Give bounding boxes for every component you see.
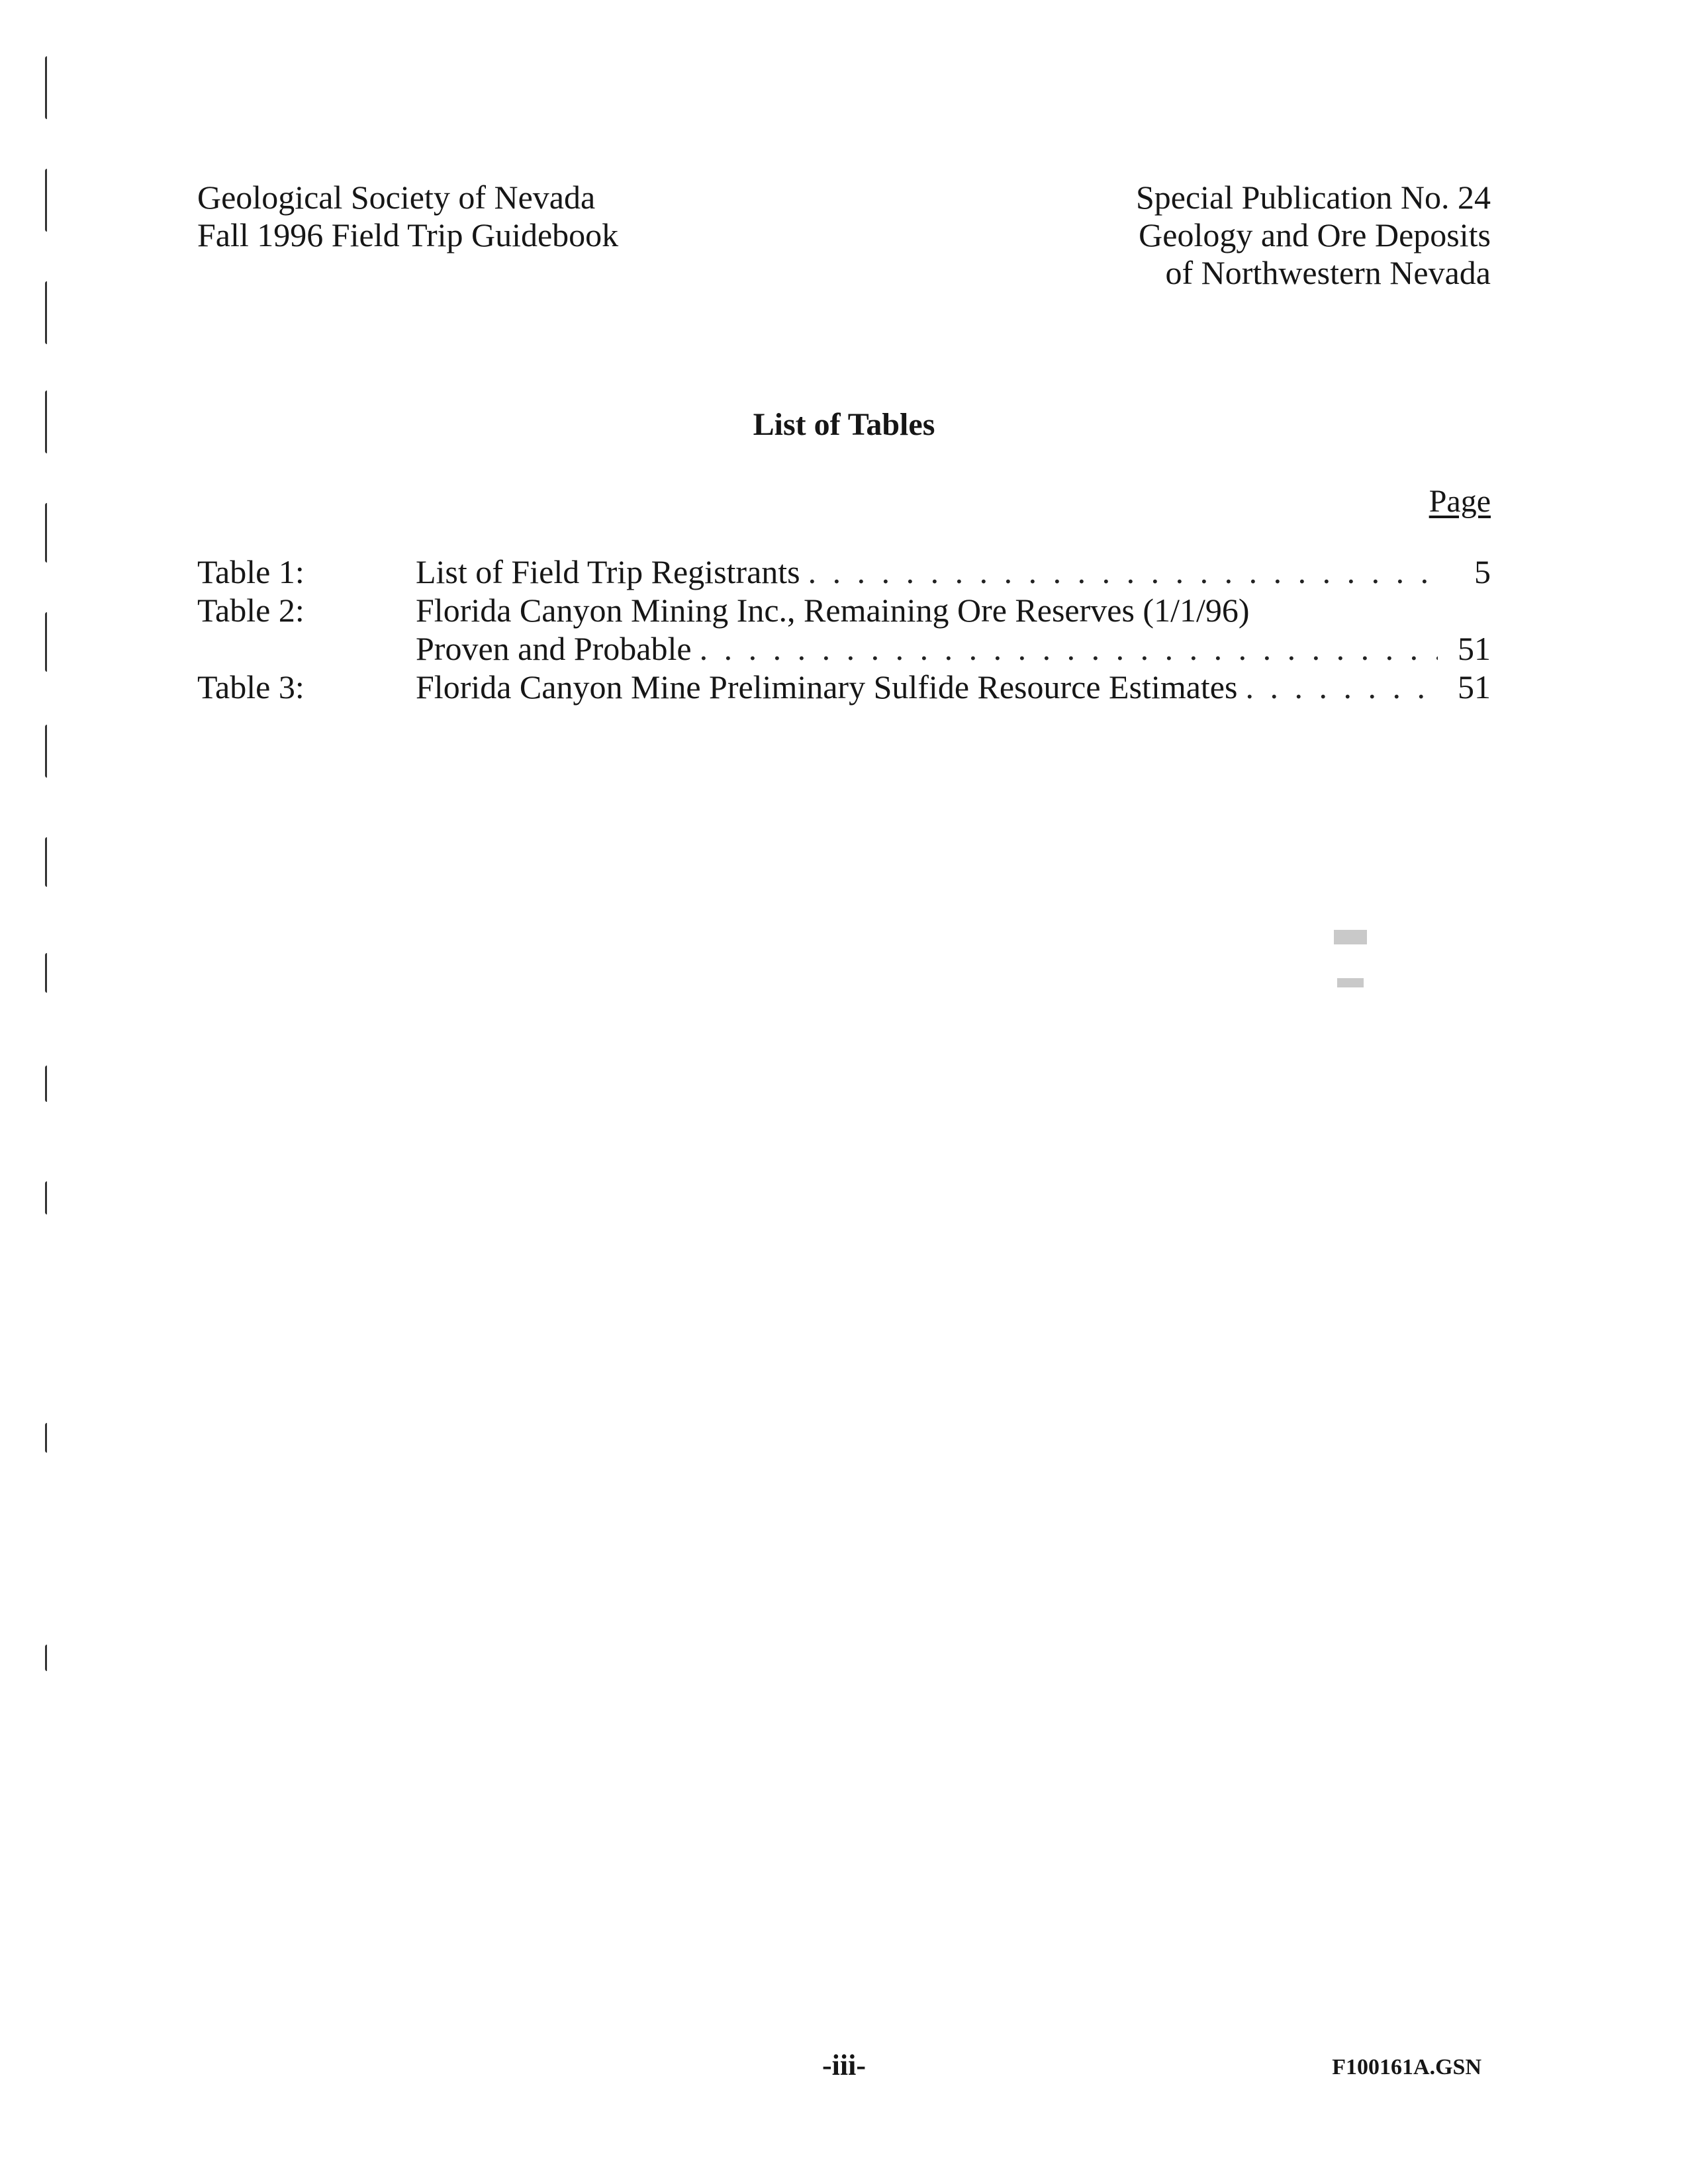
toc-row-continuation xyxy=(197,629,1491,668)
binding-mark xyxy=(45,837,51,887)
table-page-number: 51 xyxy=(1458,630,1491,667)
dot-leader xyxy=(1245,668,1438,706)
dot-leader xyxy=(808,553,1438,591)
binding-mark xyxy=(45,169,51,232)
table-title-line1: Florida Canyon Mining Inc., Remaining Ore Reserves (1/1/96) xyxy=(416,592,1250,629)
society-name: Geological Society of Nevada xyxy=(197,179,596,216)
toc-entry xyxy=(416,591,1491,629)
toc-entry xyxy=(416,553,1491,591)
toc-row xyxy=(197,553,1491,591)
table-title: List of Field Trip Registrants xyxy=(416,553,800,590)
scan-speck xyxy=(1334,930,1367,944)
toc-entry xyxy=(416,668,1491,706)
guidebook-title: Fall 1996 Field Trip Guidebook xyxy=(197,216,619,253)
header-left xyxy=(197,179,618,254)
binding-mark xyxy=(45,612,51,672)
footer-document-code: F100161A.GSN xyxy=(1332,2055,1481,2079)
table-title: Florida Canyon Mine Preliminary Sulfide Resource Estimates xyxy=(416,668,1238,705)
table-label: Table 3: xyxy=(197,668,305,705)
table-label: Table 1: xyxy=(197,553,305,590)
page-column-label: Page xyxy=(1429,484,1491,519)
list-title: List of Tables xyxy=(753,407,935,442)
toc-row xyxy=(197,591,1491,629)
binding-mark xyxy=(45,503,51,563)
scan-speck xyxy=(1337,978,1364,987)
publication-number: Special Publication No. 24 xyxy=(1135,179,1491,216)
publication-title-line1: Geology and Ore Deposits xyxy=(1139,216,1491,253)
binding-mark xyxy=(45,1423,51,1453)
publication-title-line2: of Northwestern Nevada xyxy=(1165,254,1491,291)
table-label: Table 2: xyxy=(197,592,305,629)
table-page-number: 5 xyxy=(1474,553,1491,590)
binding-mark xyxy=(45,1066,51,1102)
table-page-number: 51 xyxy=(1458,668,1491,705)
footer-page-number: -iii- xyxy=(822,2049,866,2081)
binding-mark xyxy=(45,281,51,344)
table-title-line2: Proven and Probable xyxy=(416,630,692,667)
toc-entry xyxy=(416,629,1491,668)
dot-leader xyxy=(700,629,1438,668)
binding-mark xyxy=(45,1645,51,1671)
binding-mark xyxy=(45,56,51,119)
header-right xyxy=(1136,179,1491,292)
list-of-tables xyxy=(197,553,1491,706)
binding-mark xyxy=(45,953,51,993)
toc-row xyxy=(197,668,1491,706)
binding-mark xyxy=(45,1181,51,1214)
binding-mark xyxy=(45,725,51,778)
